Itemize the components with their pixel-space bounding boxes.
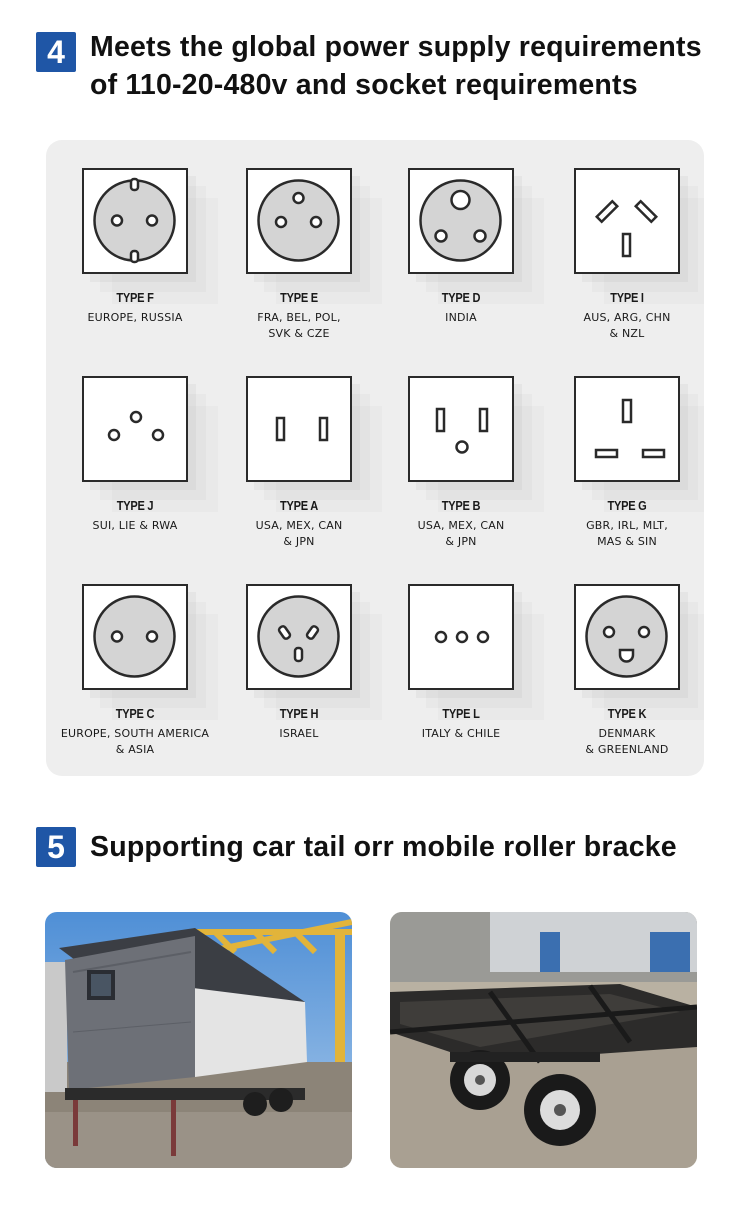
socket-type-j-icon [82, 376, 188, 482]
socket-type-b-icon [408, 376, 514, 482]
socket-region-label: ITALY & CHILE [421, 727, 501, 740]
socket-type-label: TYPE B [441, 498, 481, 513]
socket-cell [408, 168, 572, 374]
socket-region-label: AUS, ARG, CHN & NZL [583, 311, 671, 340]
socket-type-label: TYPE C [115, 706, 155, 721]
socket-type-label: TYPE D [441, 290, 481, 305]
section-number-badge: 5 [36, 827, 76, 867]
socket-region-label: DENMARK & GREENLAND [585, 727, 669, 756]
socket-region-label: EUROPE, SOUTH AMERICA & ASIA [60, 727, 210, 756]
section-title: Supporting car tail orr mobile roller bracke [90, 831, 677, 863]
socket-region-label: FRA, BEL, POL, SVK & CZE [257, 311, 341, 340]
socket-type-i-icon [574, 168, 680, 274]
socket-type-g-icon [574, 376, 680, 482]
socket-cell [60, 584, 246, 776]
section-5-header [36, 827, 677, 867]
socket-region-label: GBR, IRL, MLT, MAS & SIN [586, 519, 668, 548]
socket-type-e-icon [246, 168, 352, 274]
socket-type-label: TYPE A [280, 498, 318, 513]
socket-cell [574, 168, 704, 374]
socket-cell [246, 168, 410, 374]
socket-type-l-icon [408, 584, 514, 690]
socket-type-label: TYPE G [607, 498, 647, 513]
socket-type-a-icon [246, 376, 352, 482]
socket-cell [82, 168, 246, 374]
socket-cell [574, 584, 704, 776]
socket-types-panel [46, 140, 704, 776]
socket-type-d-icon [408, 168, 514, 274]
socket-region-label: USA, MEX, CAN & JPN [417, 519, 505, 548]
socket-type-label: TYPE K [607, 706, 647, 721]
socket-type-k-icon [574, 584, 680, 690]
socket-type-f-icon [82, 168, 188, 274]
socket-type-h-icon [246, 584, 352, 690]
socket-region-label: EUROPE, RUSSIA [87, 311, 183, 324]
section-4-header [36, 28, 730, 104]
socket-cell [246, 584, 410, 776]
socket-cell [574, 376, 704, 582]
socket-type-label: TYPE F [116, 290, 154, 305]
socket-region-label: USA, MEX, CAN & JPN [255, 519, 343, 548]
socket-cell [246, 376, 410, 582]
socket-type-label: TYPE I [610, 290, 644, 305]
container-trailer-photo [45, 912, 352, 1168]
socket-cell [82, 376, 246, 582]
socket-region-label: INDIA [445, 311, 477, 324]
socket-type-label: TYPE L [442, 706, 480, 721]
socket-type-label: TYPE H [279, 706, 319, 721]
socket-type-c-icon [82, 584, 188, 690]
socket-type-label: TYPE E [280, 290, 318, 305]
socket-region-label: SUI, LIE & RWA [92, 519, 178, 532]
section-number-badge: 4 [36, 32, 76, 72]
trailer-chassis-photo [390, 912, 697, 1168]
section-title: Meets the global power supply requirements of 110-20-480v and socket requirements [90, 31, 702, 101]
socket-type-label: TYPE J [116, 498, 154, 513]
socket-cell [408, 376, 572, 582]
socket-region-label: ISRAEL [279, 727, 319, 740]
